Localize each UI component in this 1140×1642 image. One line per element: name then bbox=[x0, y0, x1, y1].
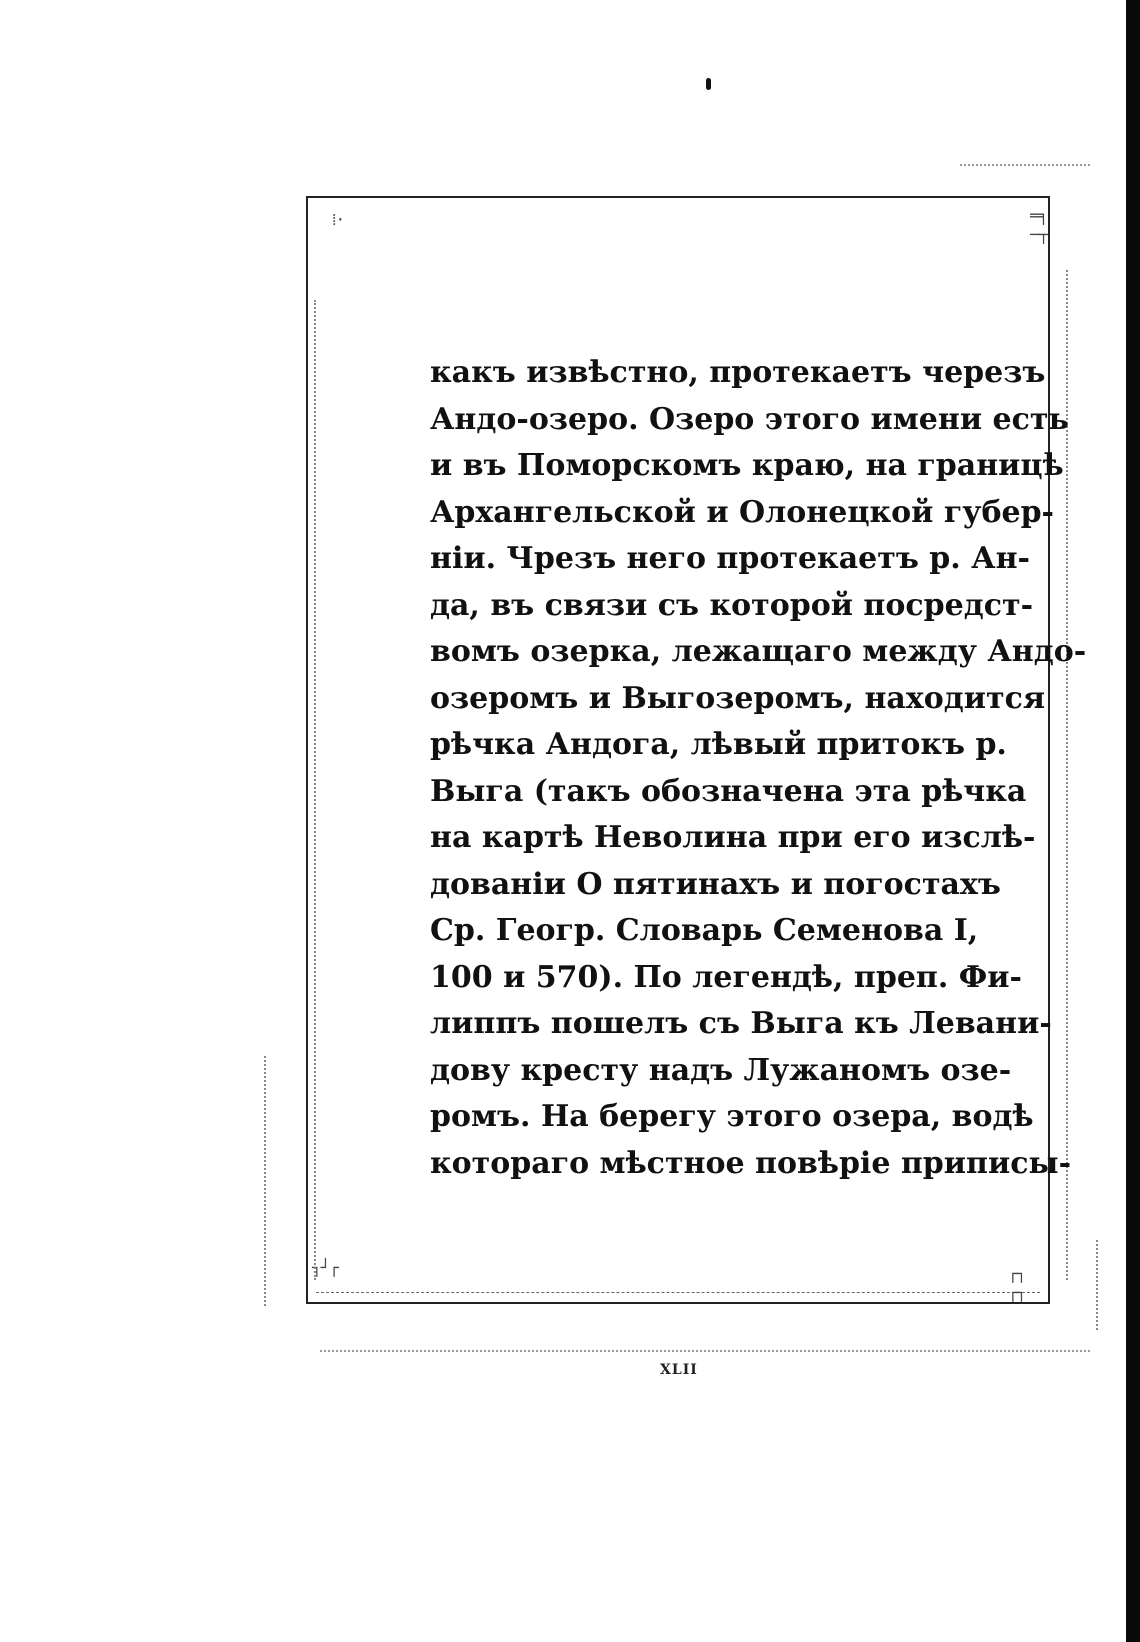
text-line: котораго мѣстное повѣріе приписы- bbox=[430, 1145, 1072, 1181]
scan-artifact-bottom-rule bbox=[320, 1350, 1090, 1352]
text-line: Ср. Геогр. Словарь Семенова I, bbox=[430, 913, 979, 948]
page-inner-rule bbox=[316, 1292, 1040, 1293]
text-line: да, въ связи съ которой посредст- bbox=[430, 587, 1034, 623]
scan-artifact-left-rule bbox=[314, 300, 316, 1280]
text-line: на картѣ Неволина при его изслѣ- bbox=[430, 820, 1036, 855]
corner-ornament-top-left: ⁞· bbox=[332, 210, 345, 229]
text-line: ніи. Чрезъ него протекаетъ р. Ан- bbox=[430, 541, 1030, 576]
text-line: 100 и 570). По легендѣ, преп. Фи- bbox=[430, 959, 1022, 995]
corner-ornament-top-right: ═╕ ─┬ bbox=[1030, 206, 1048, 244]
body-text bbox=[430, 350, 1087, 1187]
text-line: дованіи О пятинахъ и погостахъ bbox=[430, 866, 1001, 902]
corner-ornament-bottom-right: ┌┐ ┌┐ bbox=[1008, 1264, 1026, 1302]
text-line: ромъ. На берегу этого озера, водѣ bbox=[430, 1099, 1034, 1134]
text-line: и въ Поморскомъ краю, на границѣ bbox=[430, 448, 1064, 483]
text-line: Выга (такъ обозначена эта рѣчка bbox=[430, 773, 1027, 809]
text-line: дову кресту надъ Лужаномъ озе- bbox=[430, 1052, 1012, 1088]
text-line: Андо-озеро. Озеро этого имени есть bbox=[430, 401, 1069, 437]
text-line: липпъ пошелъ съ Выга къ Левани- bbox=[430, 1006, 1052, 1041]
text-line: Архангельской и Олонецкой губер- bbox=[430, 494, 1054, 530]
scan-artifact-top-rule bbox=[960, 164, 1090, 166]
page-number: XLII bbox=[660, 1362, 698, 1378]
corner-ornament-bottom-left: ┐┘┌ bbox=[312, 1258, 338, 1277]
text-line: вомъ озерка, лежащаго между Андо- bbox=[430, 634, 1087, 669]
ink-speck bbox=[706, 78, 711, 90]
text-line: рѣчка Андога, лѣвый притокъ р. bbox=[430, 727, 1007, 762]
scan-artifact-far-left bbox=[264, 1056, 266, 1306]
text-line: какъ извѣстно, протекаетъ черезъ bbox=[430, 355, 1046, 390]
text-line: озеромъ и Выгозеромъ, находится bbox=[430, 680, 1045, 716]
scan-edge-shadow bbox=[1126, 0, 1140, 1642]
scan-artifact-far-right bbox=[1096, 1240, 1098, 1330]
